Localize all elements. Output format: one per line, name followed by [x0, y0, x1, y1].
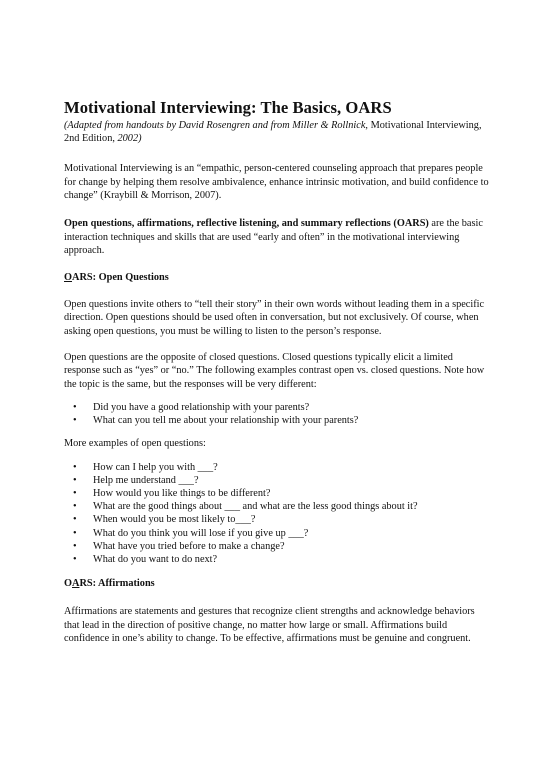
open-questions-paragraph-1: Open questions invite others to “tell their story” in their own words without leading them in a specific direction. Open questions should be used often in conversation, but not exclusively. Of course, when asking open questions, you must be willing to listen to the person’s response. — [64, 299, 485, 337]
list-item: • What have you tried before to make a change? — [71, 540, 489, 553]
list-item: • What are the good things about ___ and what are the less good things about it? — [71, 500, 489, 513]
open-questions-paragraph-2: Open questions are the opposite of closed questions. Closed questions typically elicit a limited response such as “yes” or “no.” The following examples contrast open vs. closed questions. Note how the topic is the same, but the responses will be very different: — [64, 352, 485, 390]
page-title: Motivational Interviewing: The Basics, OARS — [64, 98, 392, 117]
list-item: • How can I help you with ___? — [71, 461, 489, 474]
section-heading-affirmations — [64, 577, 489, 590]
page-subtitle — [64, 119, 489, 145]
contrast-examples-list — [64, 401, 489, 427]
heading-text: O — [64, 578, 73, 590]
list-item: • What can you tell me about your relationship with your parents? — [71, 414, 489, 427]
intro-paragraph: Motivational Interviewing is an “empathic, person-centered counseling approach that prepares people for change by helping them resolve ambivalence, enhance intrinsic motivation, and build confidence to change” (Kraybill & Morrison, 2007). — [64, 163, 489, 201]
subtitle-source-italic: (Adapted from handouts by David Rosengren and from Miller & Rollnick, — [64, 120, 371, 131]
list-item: • When would you be most likely to___? — [71, 513, 489, 526]
list-item: • What do you think you will lose if you give up ___? — [71, 527, 489, 540]
oars-paragraph-rest: are the basic interaction techniques and skills that are used “early and often” in the motivational interviewing approach. — [64, 218, 483, 256]
section-heading-open-questions — [64, 271, 489, 284]
list-item: • How would you like things to be different? — [71, 487, 489, 500]
list-item: • Help me understand ___? — [71, 474, 489, 487]
more-examples-label: More examples of open questions: — [64, 438, 206, 450]
heading-underlined-letter: A — [72, 578, 80, 590]
heading-text: RS: Affirmations — [79, 578, 155, 590]
list-item: • Did you have a good relationship with your parents? — [71, 401, 489, 414]
list-item: • What do you want to do next? — [71, 553, 489, 566]
heading-underlined-letter: O — [64, 272, 73, 284]
oars-paragraph — [64, 217, 489, 257]
heading-text: ARS: Open Questions — [72, 272, 169, 284]
subtitle-book-title: Motivational Interviewing, 2nd Edition, — [64, 120, 482, 145]
affirmations-paragraph: Affirmations are statements and gestures that recognize client strengths and acknowledge behaviors that lead in the direction of positive change, no matter how large or small. Affirmations build confidence in one’s ability to change. To be effective, affirmations must be genuine and congruent. — [64, 606, 475, 644]
subtitle-year-italic: 2002) — [114, 133, 142, 145]
document-body — [64, 98, 489, 645]
oars-bold-term: Open questions, affirmations, reflective listening, and summary reflections (OARS) — [64, 218, 429, 230]
more-examples-list — [64, 461, 489, 567]
